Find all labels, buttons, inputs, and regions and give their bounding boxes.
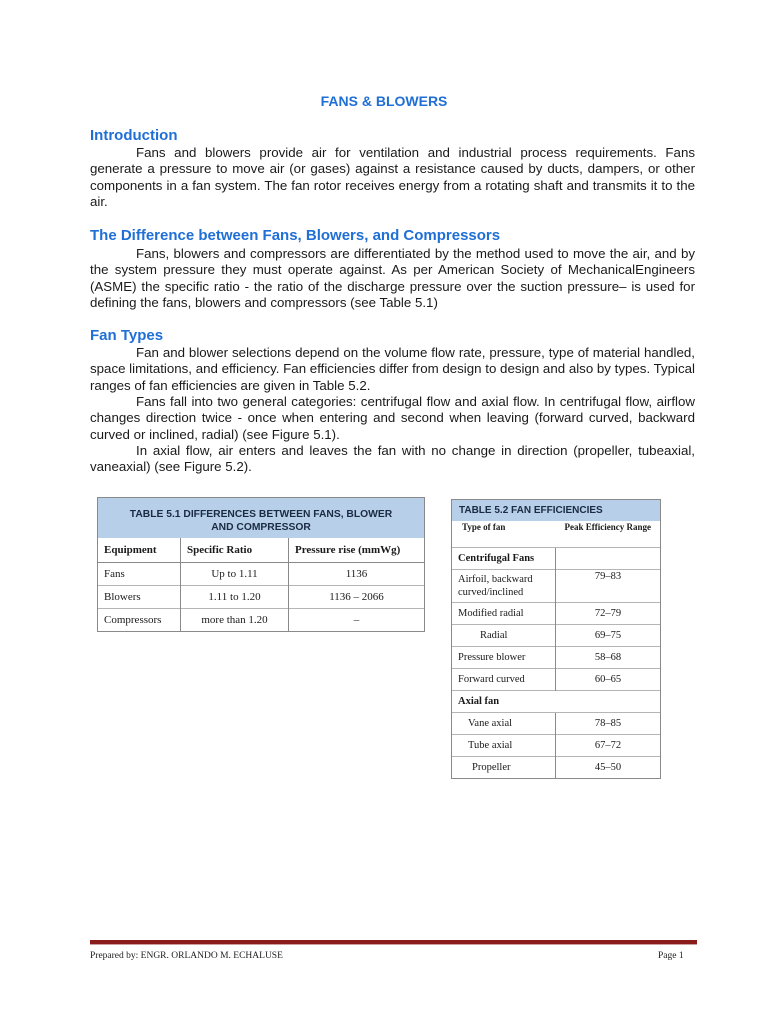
column-header: Pressure rise (mmWg) bbox=[289, 538, 425, 563]
table-cell: Fans bbox=[98, 563, 181, 586]
table-cell: Radial bbox=[452, 625, 556, 647]
table-row bbox=[452, 603, 660, 625]
table-cell: 58–68 bbox=[556, 647, 661, 669]
table-group-label: Centrifugal Fans bbox=[452, 548, 556, 570]
table-row bbox=[452, 647, 660, 669]
table-header-row bbox=[452, 521, 660, 548]
table-5-2-title: TABLE 5.2 FAN EFFICIENCIES bbox=[452, 500, 660, 521]
footer-divider bbox=[90, 940, 697, 945]
section-heading-difference: The Difference between Fans, Blowers, and Compressors bbox=[90, 227, 501, 244]
table-cell: Modified radial bbox=[452, 603, 556, 625]
paragraph-fan-types-1: Fan and blower selections depend on the volume flow rate, pressure, type of material handled, space limitations, and efficiency. Fan efficiencies differ from design to design and also by types. Typical ranges of fan efficiencies are given in Table 5.2. bbox=[90, 345, 695, 393]
table-cell: Tube axial bbox=[452, 735, 556, 757]
table-cell: 67–72 bbox=[556, 735, 661, 757]
table-row bbox=[452, 757, 660, 779]
table-row bbox=[452, 713, 660, 735]
page-title: FANS & BLOWERS bbox=[320, 93, 448, 109]
table-cell: 1136 bbox=[289, 563, 425, 586]
table-5-2 bbox=[451, 499, 661, 779]
footer-page-number: Page 1 bbox=[658, 951, 684, 961]
table-row bbox=[452, 735, 660, 757]
table-cell: Compressors bbox=[98, 609, 181, 632]
table-cell: Blowers bbox=[98, 586, 181, 609]
table-cell: Vane axial bbox=[452, 713, 556, 735]
table-row bbox=[98, 586, 424, 609]
table-group-row bbox=[452, 548, 660, 570]
section-heading-fan-types: Fan Types bbox=[90, 327, 164, 344]
table-cell: 60–65 bbox=[556, 669, 661, 691]
table-cell: 1.11 to 1.20 bbox=[181, 586, 289, 609]
table-cell: 45–50 bbox=[556, 757, 661, 779]
table-5-1-grid bbox=[98, 538, 424, 631]
column-header: Peak Efficiency Range bbox=[564, 522, 651, 532]
column-header: Equipment bbox=[98, 538, 181, 563]
paragraph-fan-types-3: In axial flow, air enters and leaves the fan with no change in direction (propeller, tubeaxial, vaneaxial) (see Figure 5.2). bbox=[90, 443, 695, 475]
table-5-1 bbox=[97, 497, 425, 632]
table-cell: 72–79 bbox=[556, 603, 661, 625]
table-row bbox=[452, 669, 660, 691]
table-group-row bbox=[452, 691, 660, 713]
section-heading-introduction: Introduction bbox=[90, 127, 178, 144]
table-cell: 1136 – 2066 bbox=[289, 586, 425, 609]
table-cell: 79–83 bbox=[556, 570, 661, 603]
table-cell: Pressure blower bbox=[452, 647, 556, 669]
table-cell: more than 1.20 bbox=[181, 609, 289, 632]
table-cell: Up to 1.11 bbox=[181, 563, 289, 586]
table-row bbox=[98, 563, 424, 586]
paragraph-difference: Fans, blowers and compressors are differentiated by the method used to move the air, and by the system pressure they must operate against. As per American Society of MechanicalEngineers (ASME) the specific ratio - the ratio of the discharge pressure over the suction pressure– is used for defining the fans, blowers and compressors (see Table 5.1) bbox=[90, 246, 695, 310]
table-cell: – bbox=[289, 609, 425, 632]
table-group-label: Axial fan bbox=[452, 691, 660, 713]
table-cell: Airfoil, backward curved/inclined bbox=[452, 570, 556, 603]
table-cell: 69–75 bbox=[556, 625, 661, 647]
table-5-2-grid bbox=[452, 521, 660, 778]
table-cell: Propeller bbox=[452, 757, 556, 779]
paragraph-introduction: Fans and blowers provide air for ventilation and industrial process requirements. Fans generate a pressure to move air (or gases) against a resistance caused by ducts, dampers, or other components in a fan system. The fan rotor receives energy from a rotating shaft and transmits it to the air. bbox=[90, 145, 695, 209]
table-row bbox=[452, 625, 660, 647]
table-cell bbox=[556, 548, 661, 570]
table-header-row bbox=[98, 538, 424, 563]
table-cell: Forward curved bbox=[452, 669, 556, 691]
paragraph-fan-types-2: Fans fall into two general categories: centrifugal flow and axial flow. In centrifugal flow, airflow changes direction twice - once when entering and second when leaving (forward curved, backward curved or inclined, radial) (see Figure 5.1). bbox=[90, 394, 695, 442]
table-cell: 78–85 bbox=[556, 713, 661, 735]
table-row bbox=[452, 570, 660, 603]
footer-prepared-by: Prepared by: ENGR. ORLANDO M. ECHALUSE bbox=[90, 951, 283, 961]
column-header: Specific Ratio bbox=[181, 538, 289, 563]
table-5-1-title: TABLE 5.1 DIFFERENCES BETWEEN FANS, BLOWER AND COMPRESSOR bbox=[98, 498, 424, 538]
column-header: Type of fan bbox=[462, 522, 506, 532]
table-row bbox=[98, 609, 424, 632]
